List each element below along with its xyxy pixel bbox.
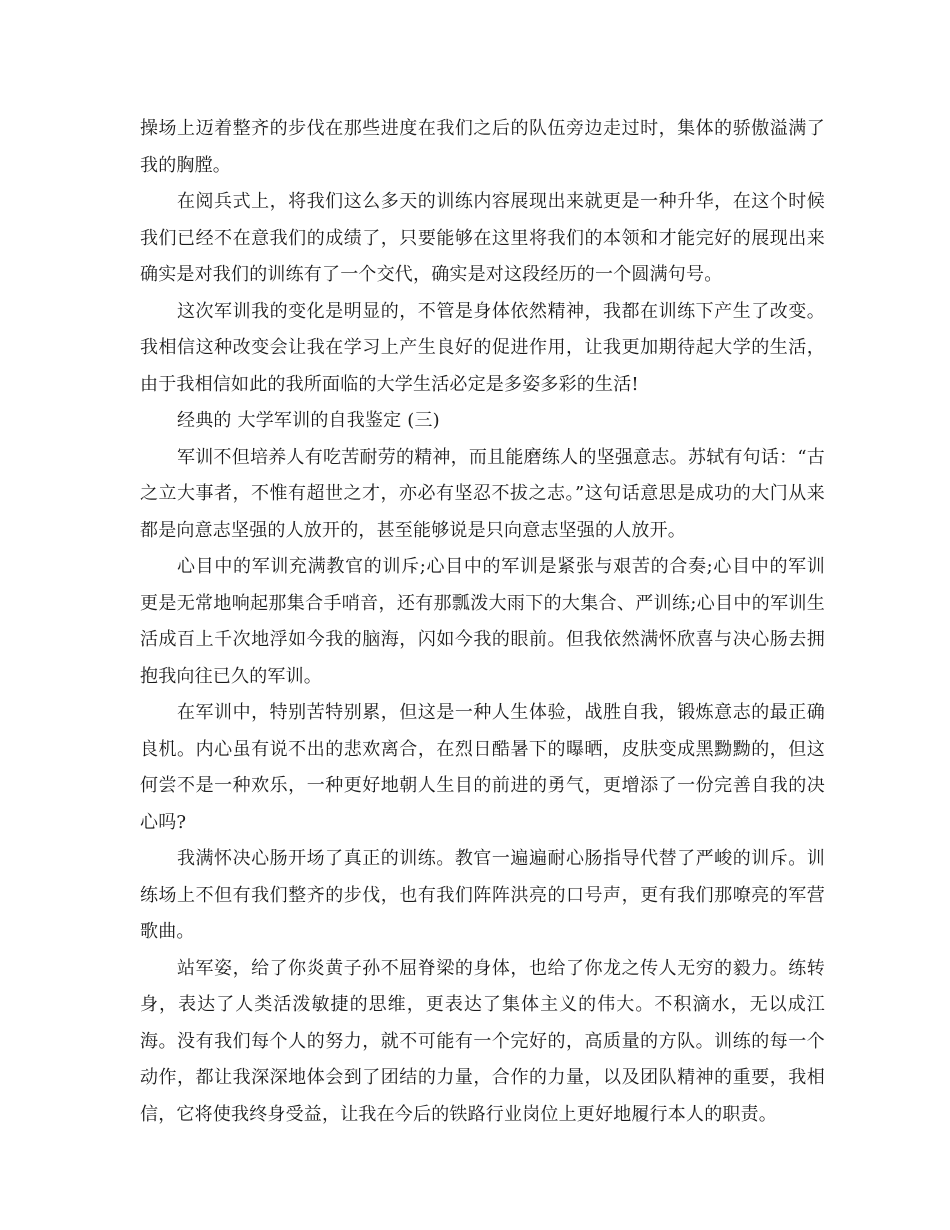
paragraph-8: 站军姿，给了你炎黄子孙不屈脊梁的身体，也给了你龙之传人无穷的毅力。练转身，表达了人类活泼敏捷的思维，更表达了集体主义的伟大。不积滴水，无以成江海。没有我们每个人的努力，就不可能有一个完好的，高质量的方队。训练的每一个动作，都让我深深地体会到了团结的力量，合作的力量，以及团队精神的重要，我相信，它将使我终身受益，让我在今后的铁路行业岗位上更好地履行本人的职责。 bbox=[140, 957, 825, 1125]
paragraph-1: 操场上迈着整齐的步伐在那些进度在我们之后的队伍旁边走过时，集体的骄傲溢满了我的胸膛。 bbox=[140, 118, 825, 176]
paragraph-5: 心目中的军训充满教官的训斥;心目中的军训是紧张与艰苦的合奏;心目中的军训更是无常地响起那集合手哨音，还有那瓢泼大雨下的大集合、严训练;心目中的军训生活成百上千次地浮如今我的脑海，闪如今我的眼前。但我依然满怀欣喜与决心肠去拥抱我向往已久的军训。 bbox=[140, 556, 825, 687]
paragraph-6: 在军训中，特别苦特别累，但这是一种人生体验，战胜自我，锻炼意志的最正确良机。内心虽有说不出的悲欢离合，在烈日酷暑下的曝晒，皮肤变成黑黝黝的，但这何尝不是一种欢乐，一种更好地朝人生目的前进的勇气，更增添了一份完善自我的决心吗? bbox=[140, 702, 825, 833]
section-heading: 经典的 大学军训的自我鉴定 (三) bbox=[177, 410, 440, 431]
paragraph-7: 我满怀决心肠开场了真正的训练。教官一遍遍耐心肠指导代替了严峻的训斥。训练场上不但有我们整齐的步伐，也有我们阵阵洪亮的口号声，更有我们那嘹亮的军营歌曲。 bbox=[140, 848, 825, 942]
paragraph-4: 军训不但培养人有吃苦耐劳的精神，而且能磨练人的坚强意志。苏轼有句话：“古之立大事者，不惟有超世之才，亦必有坚忍不拔之志。”这句话意思是成功的大门从来都是向意志坚强的人放开的，甚至能够说是只向意志坚强的人放开。 bbox=[140, 446, 825, 541]
document-body bbox=[140, 111, 825, 1133]
paragraph-2: 在阅兵式上，将我们这么多天的训练内容展现出来就更是一种升华，在这个时候我们已经不在意我们的成绩了，只要能够在这里将我们的本领和才能完好的展现出来确实是对我们的训练有了一个交代，确实是对这段经历的一个圆满句号。 bbox=[140, 191, 825, 285]
paragraph-3: 这次军训我的变化是明显的，不管是身体依然精神，我都在训练下产生了改变。我相信这种改变会让我在学习上产生良好的促进作用，让我更加期待起大学的生活，由于我相信如此的我所面临的大学生活必定是多姿多彩的生活! bbox=[140, 300, 825, 395]
